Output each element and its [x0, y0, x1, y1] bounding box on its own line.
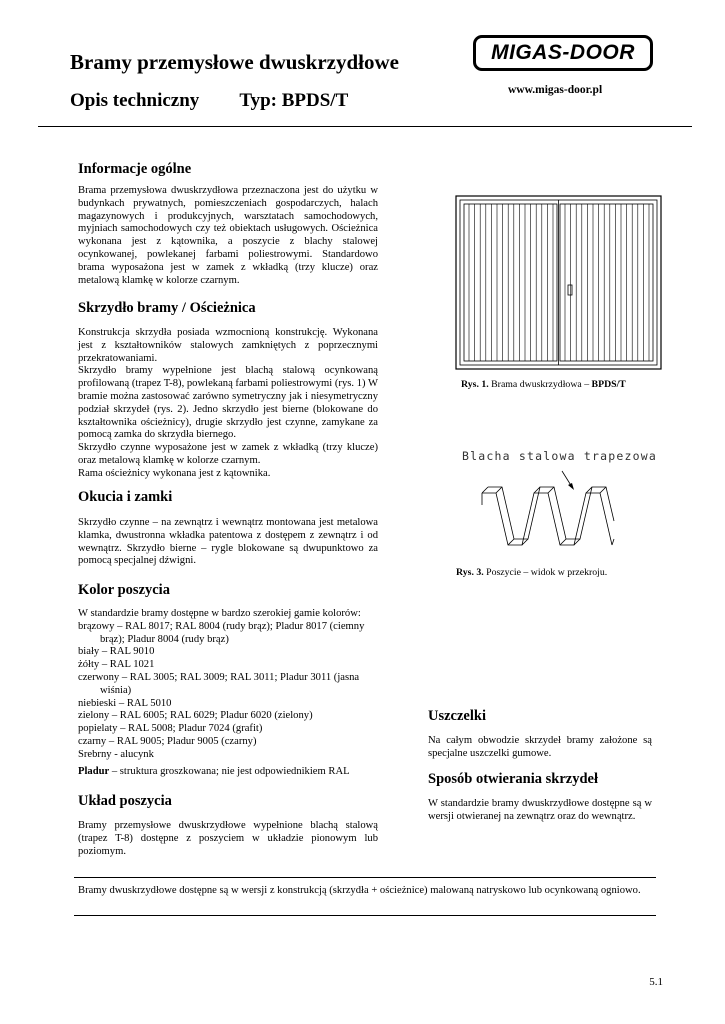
- figure-text-1: Brama dwuskrzydłowa –: [488, 379, 592, 390]
- page-title: Bramy przemysłowe dwuskrzydłowe: [70, 50, 399, 74]
- figure-caption-1: [461, 379, 626, 390]
- color-line: czarny – RAL 9005; Pladur 9005 (czarny): [78, 735, 257, 747]
- leaf-paragraph-3: Skrzydło czynne wyposażone jest w zamek z wkładką (trzy klucze) oraz metalową klamkę w kolorze czarnym.: [78, 442, 378, 466]
- pladur-description: – struktura groszkowana; nie jest odpowiednikiem RAL: [109, 765, 350, 777]
- color-line: zielony – RAL 6005; RAL 6029; Pladur 6020 (zielony): [78, 710, 313, 722]
- leaf-paragraph-4: Rama ościeżnicy wykonana jest z kątownika.: [78, 467, 271, 479]
- footer-note: Bramy dwuskrzydłowe dostępne są w wersji z konstrukcją (skrzydła + ościeżnice) malowaną natryskowo lub ocynkowaną ogniowo.: [78, 885, 641, 896]
- section-heading-seals: Uszczelki: [428, 708, 486, 724]
- page-subtitle: [70, 90, 348, 112]
- section-heading-leaf: Skrzydło bramy / Ościeżnica: [78, 300, 256, 316]
- leaf-paragraph-1: Konstrukcja skrzydła posiada wzmocnioną konstrukcję. Wykonana jest z kształtowników stalowych zamkniętych z poprzecznymi przekratowaniami.: [78, 327, 378, 364]
- color-line: popielaty – RAL 5008; Pladur 7024 (grafit): [78, 723, 263, 735]
- section-body-leaf: [78, 327, 378, 481]
- color-line: brąz); Pladur 8004 (rudy brąz): [100, 633, 229, 645]
- color-list: [78, 608, 388, 778]
- section-heading-general: Informacje ogólne: [78, 161, 192, 177]
- figure-label-1: Rys. 1.: [461, 379, 489, 390]
- color-line: wiśnia): [100, 684, 132, 696]
- leaf-paragraph-2: Skrzydło bramy wypełnione jest blachą stalową ocynkowaną profilowaną (trapez T-8), powlekaną farbami poliestrowymi (rys. 1) W bramie można zastosować zarówno symetryczny jak i niesymetryczny podział skrzydeł (rys. 2). Jedno skrzydło jest bierne (blokowane do kształtownika ościeżnicy), drugie skrzydło jest czynne, zamykane za pomocą zamka do skrzydła biernego.: [78, 365, 378, 441]
- brand-logo-text: MIGAS-DOOR: [491, 41, 635, 64]
- gate-slats: [469, 204, 649, 361]
- color-intro: W standardzie bramy dostępne w bardzo szerokiej gamie kolorów:: [78, 608, 361, 619]
- pladur-note: [78, 766, 388, 779]
- color-line: żółty – RAL 1021: [78, 659, 155, 671]
- figure-caption-3: [456, 567, 607, 578]
- figure-model-1: BPDS/T: [591, 379, 626, 390]
- color-line: niebieski – RAL 5010: [78, 697, 172, 709]
- color-line: biały – RAL 9010: [78, 646, 155, 658]
- footer-divider-bottom: [74, 915, 656, 916]
- sheet-cross-section: [478, 465, 618, 555]
- section-heading-layout: Układ poszycia: [78, 793, 172, 809]
- section-text-layout: Bramy przemysłowe dwuskrzydłowe wypełnione blachą stalową (trapez T-8) dostępne z poszyciem w układzie pionowym lub poziomym.: [78, 820, 378, 857]
- figure-text-3: Poszycie – widok w przekroju.: [483, 567, 608, 578]
- subtitle-type: Typ: BPDS/T: [239, 90, 349, 111]
- subtitle-description: Opis techniczny: [70, 90, 200, 111]
- section-text-seals: Na całym obwodzie skrzydeł bramy założone są specjalne uszczelki gumowe.: [428, 735, 652, 759]
- section-heading-fittings: Okucia i zamki: [78, 489, 173, 505]
- section-text-opening: W standardzie bramy dwuskrzydłowe dostępne są w wersji otwieranej na zewnątrz oraz do wewnątrz.: [428, 798, 652, 822]
- handle-icon: [568, 285, 572, 295]
- color-line: brązowy – RAL 8017; RAL 8004 (rudy brąz); Pladur 8017 (ciemny: [78, 620, 365, 632]
- color-line: Srebrny - alucynk: [78, 748, 154, 760]
- section-heading-opening: Sposób otwierania skrzydeł: [428, 771, 598, 787]
- header-divider: [38, 126, 692, 127]
- pladur-term: Pladur: [78, 765, 110, 777]
- website-url[interactable]: www.migas-door.pl: [508, 84, 603, 96]
- sheet-drawing-label: Blacha stalowa trapezowa: [462, 449, 657, 463]
- brand-logo: [473, 35, 653, 71]
- figure-label-3: Rys. 3.: [456, 567, 484, 578]
- page-number: 5.1: [649, 976, 663, 988]
- footer-divider-top: [74, 877, 656, 878]
- gate-drawing: [455, 195, 662, 370]
- section-text-general: Brama przemysłowa dwuskrzydłowa przeznaczona jest do użytku w budynkach prywatnych, pomieszczeniach gospodarczych, halach magazynowych i produkcyjnych, warsztatach samochodowych, myjniach samochodowych czy też obiektach usługowych. Ościeżnica wykonana jest z kątownika, a poszycie z blachy stalowej ocynkowanej, powlekanej farbami poliestrowymi. Standardowo brama wyposażona jest w zamek z wkładką (trzy klucze) oraz metalową klamkę w kolorze czarnym.: [78, 185, 378, 286]
- color-line: czerwony – RAL 3005; RAL 3009; RAL 3011; Pladur 3011 (jasna: [78, 671, 360, 683]
- section-heading-color: Kolor poszycia: [78, 582, 170, 598]
- section-text-fittings: Skrzydło czynne – na zewnątrz i wewnątrz montowana jest metalowa klamka, dwustronna wkładka patentowa z dostępem z zewnątrz i od wewnątrz. Skrzydło bierne – rygle blokowane są dwupunktowo za pomocą specjalnej dźwigni.: [78, 517, 378, 567]
